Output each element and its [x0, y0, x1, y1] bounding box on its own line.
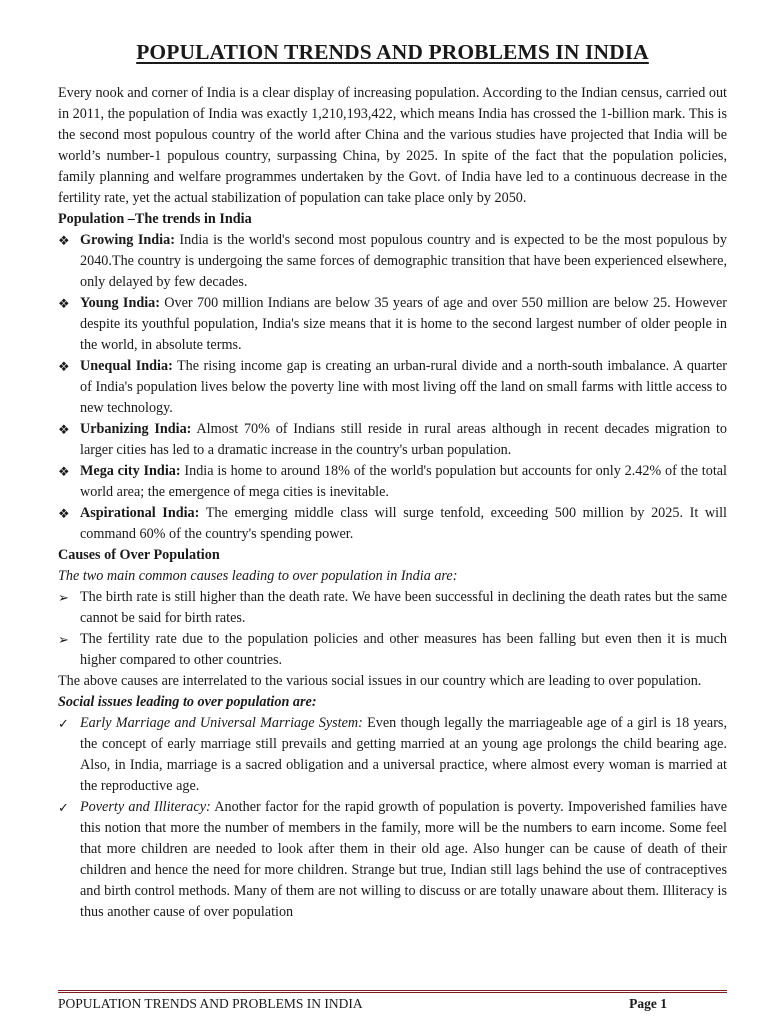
checkmark-icon: ✓	[58, 716, 69, 731]
item-text: The birth rate is still higher than the death rate. We have been successful in declining the death rates but the same cannot be said for birth rates.	[80, 589, 727, 626]
item-text: The rising income gap is creating an urban-rural divide and a north-south imbalance. A quarter of India's population lives below the poverty line with most living off the land on small farms with little access to new technology.	[80, 358, 727, 416]
item-lead: Mega city India:	[80, 463, 181, 479]
list-item	[58, 713, 727, 797]
item-text: India is home to around 18% of the world's population but accounts for only 2.42% of the total world area; the emergence of mega cities is inevitable.	[80, 463, 727, 500]
causes-heading: Causes of Over Population	[58, 547, 220, 563]
list-item	[58, 797, 727, 923]
diamond-cross-icon: ❖	[58, 464, 70, 479]
checkmark-icon: ✓	[58, 800, 69, 815]
item-lead: Growing India:	[80, 232, 175, 248]
footer-title: POPULATION TRENDS AND PROBLEMS IN INDIA	[58, 996, 363, 1011]
diamond-cross-icon: ❖	[58, 233, 70, 248]
item-text: Over 700 million Indians are below 35 years of age and over 550 million are below 25. However despite its youthful population, India's size means that it is home to the second largest number of older people in the world, in absolute terms.	[80, 295, 727, 353]
intro-paragraph: Every nook and corner of India is a clear display of increasing population. According to the Indian census, carried out in 2011, the population of India was exactly 1,210,193,422, which means India has crossed the 1-billion mark. This is the second most populous country of the world after China and the various studies have projected that India will be world’s number-1 populous country, surpassing China, by 2025. In spite of the fact that the population policies, family planning and welfare programmes undertaken by the Govt. of India have led to a continuous decrease in the fertility rate, yet the actual stabilization of population can take place only by 2050.	[58, 85, 727, 206]
diamond-cross-icon: ❖	[58, 422, 70, 437]
list-item	[58, 356, 727, 419]
trends-list	[58, 230, 727, 545]
item-lead: Unequal India:	[80, 358, 173, 374]
list-item	[58, 587, 727, 629]
diamond-cross-icon: ❖	[58, 359, 70, 374]
item-lead: Early Marriage and Universal Marriage System:	[80, 715, 363, 731]
item-text: Even though legally the marriageable age of a girl is 18 years, the concept of early marriage still prevails and getting married at an young age prolongs the child bearing age. Also, in India, marriage is a sacred obligation and a universal practice, where almost every woman is married at the reproductive age.	[80, 715, 727, 794]
causes-closing: The above causes are interrelated to the various social issues in our country which are leading to over population.	[58, 673, 702, 689]
list-item	[58, 503, 727, 545]
item-lead: Young India:	[80, 295, 160, 311]
list-item	[58, 461, 727, 503]
item-text: The emerging middle class will surge tenfold, exceeding 500 million by 2025. It will command 60% of the country's spending power.	[80, 505, 727, 542]
social-heading: Social issues leading to over population are:	[58, 694, 317, 710]
item-lead: Poverty and Illiteracy:	[80, 799, 211, 815]
list-item	[58, 419, 727, 461]
list-item	[58, 629, 727, 671]
social-list	[58, 713, 727, 923]
causes-subheading: The two main common causes leading to over population in India are:	[58, 568, 458, 584]
item-lead: Urbanizing India:	[80, 421, 192, 437]
list-item	[58, 293, 727, 356]
page-footer	[58, 990, 727, 1012]
item-text: Another factor for the rapid growth of population is poverty. Impoverished families have this notion that more the number of members in the family, more will be the numbers to earn income. Some feel that more children are needed to look after them in their old age. Also hunger can be cause of death of their children and hence the need for more children. Strange but true, Indian still lags behind the use of contraceptives and birth control methods. Many of them are not willing to discuss or are totally unaware about them. Illiteracy is thus another cause of over population	[80, 799, 727, 920]
item-text: India is the world's second most populous country and is expected to be the most populous by 2040.The country is undergoing the same forces of demographic transition that have been experienced elsewhere, only delayed by few decades.	[80, 232, 727, 290]
arrowhead-icon: ➢	[58, 632, 69, 647]
item-text: The fertility rate due to the population policies and other measures has been falling but even then it is much higher compared to other countries.	[80, 631, 727, 668]
trends-heading: Population –The trends in India	[58, 211, 252, 227]
arrowhead-icon: ➢	[58, 590, 69, 605]
diamond-cross-icon: ❖	[58, 296, 70, 311]
document-body	[58, 83, 727, 923]
causes-list	[58, 587, 727, 671]
page-title: POPULATION TRENDS AND PROBLEMS IN INDIA	[136, 40, 649, 64]
item-lead: Aspirational India:	[80, 505, 200, 521]
diamond-cross-icon: ❖	[58, 506, 70, 521]
list-item	[58, 230, 727, 293]
item-text: Almost 70% of Indians still reside in rural areas although in recent decades migration to larger cities has led to a dramatic increase in the country's urban population.	[80, 421, 727, 458]
page-number: Page 1	[629, 996, 667, 1011]
